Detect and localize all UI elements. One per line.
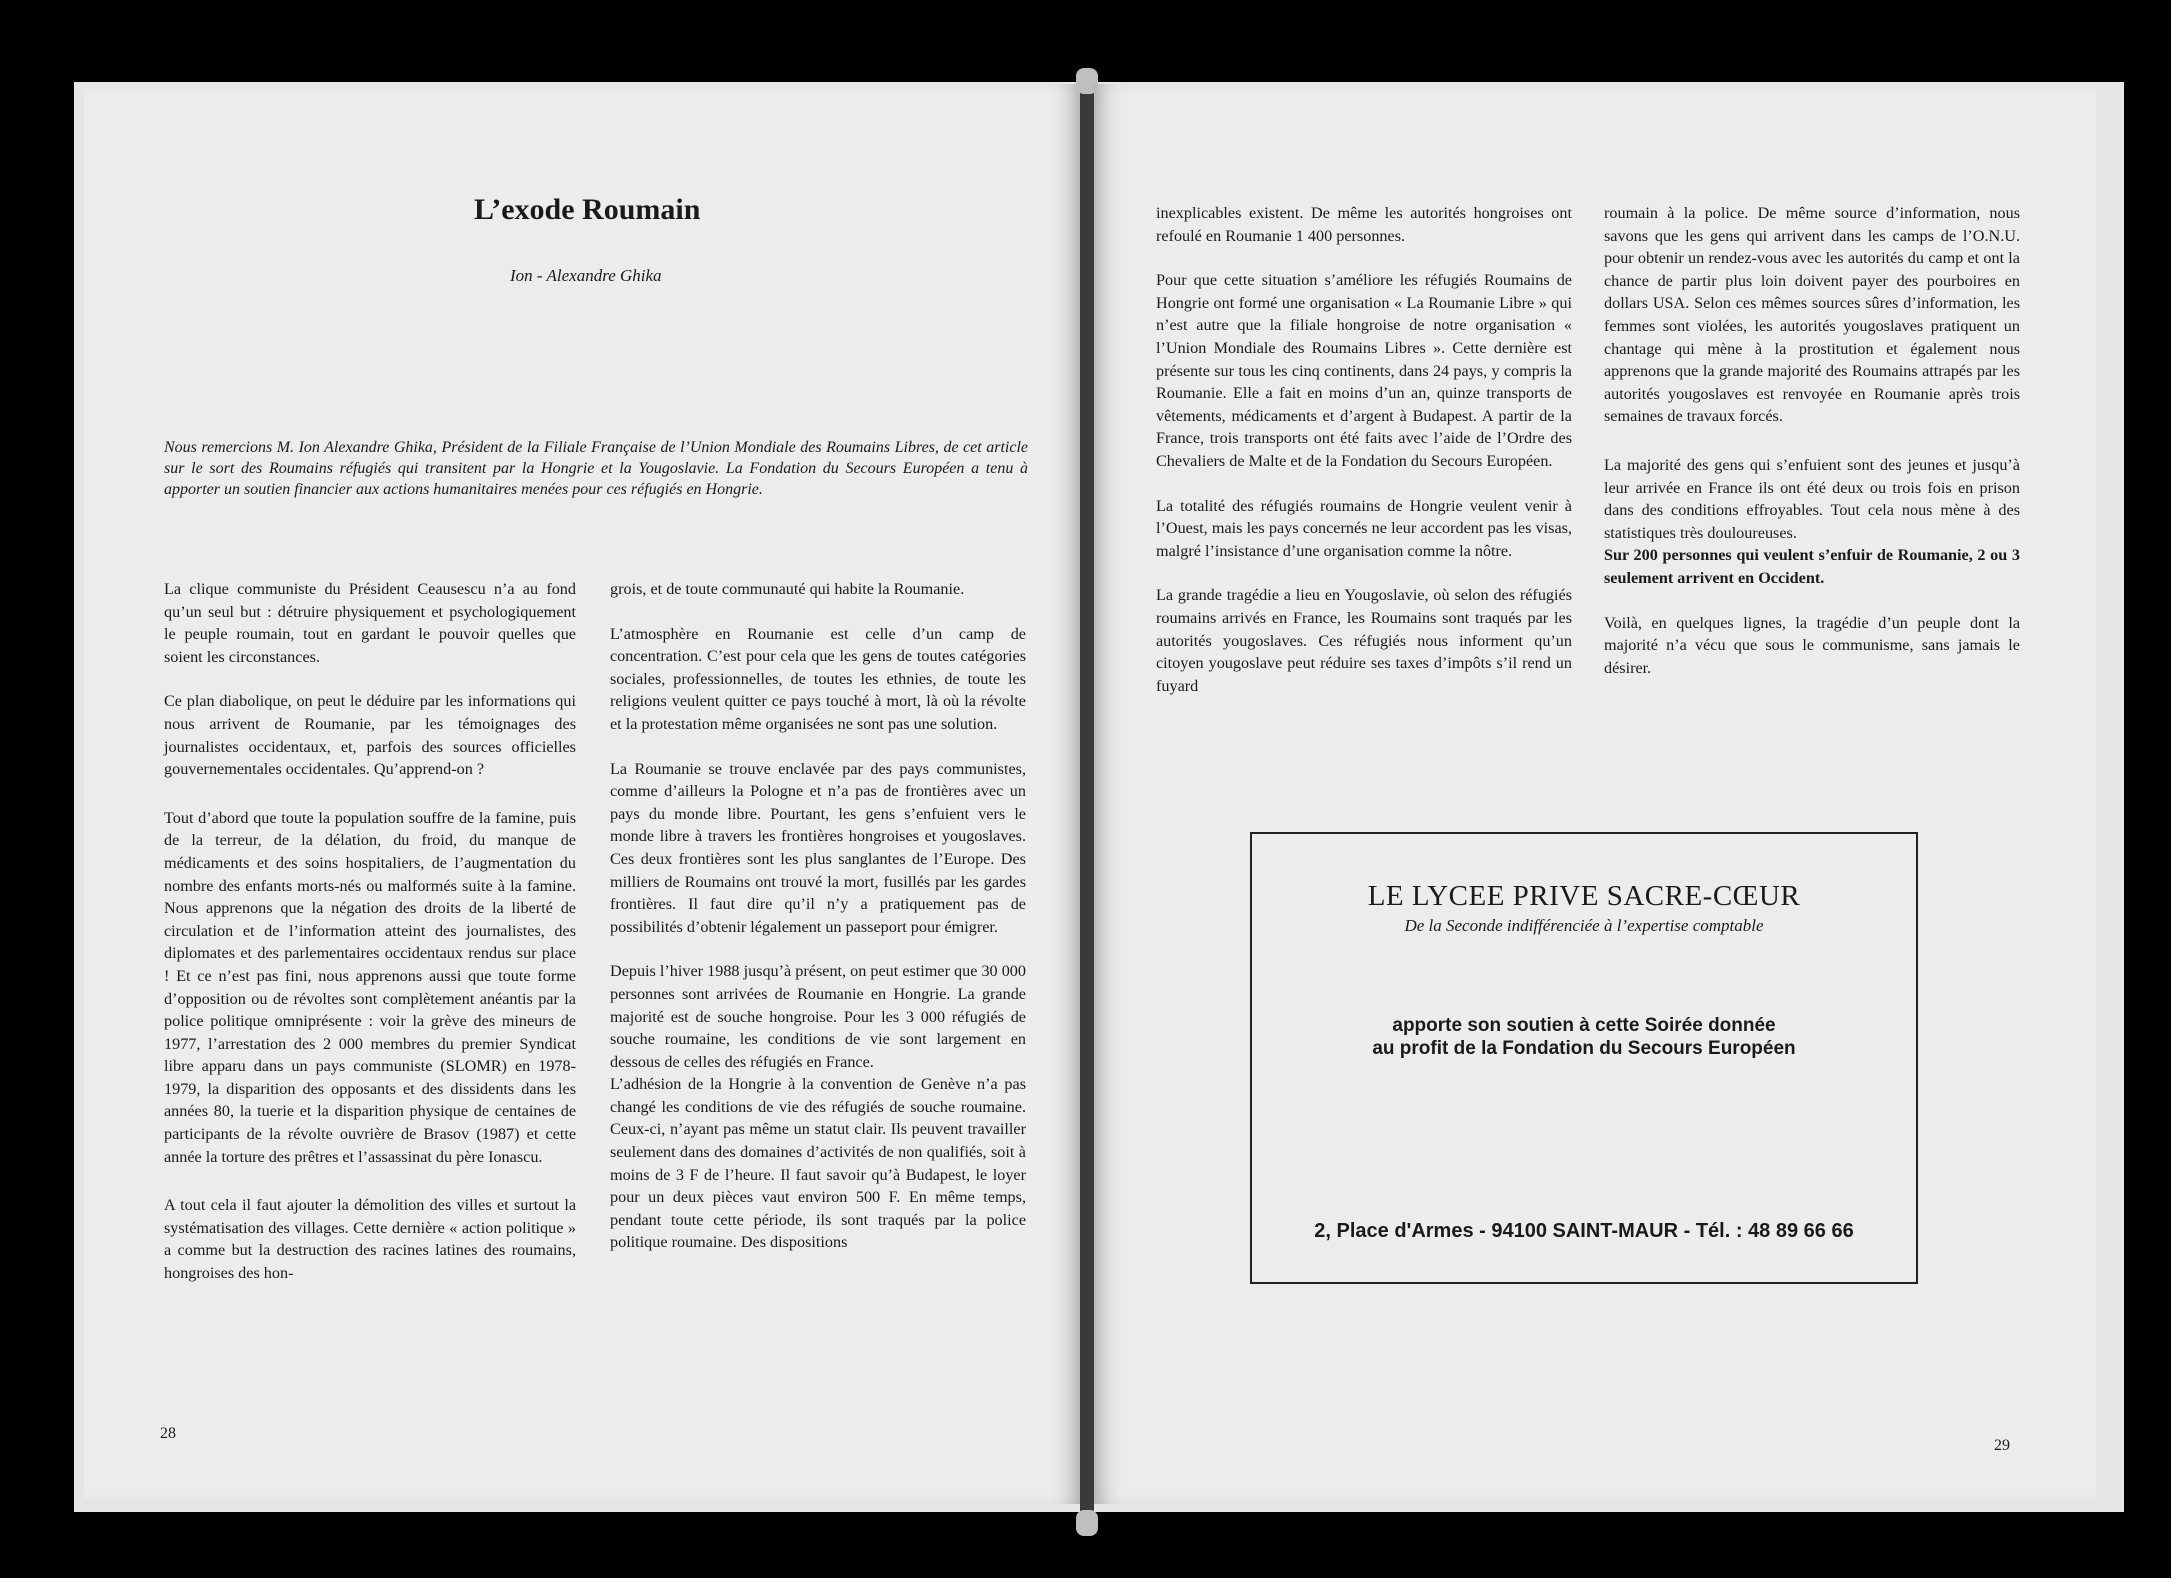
paragraph: La clique communiste du Président Ceausescu n’a au fond qu’un seul but : détruire physiquement et psychologiquement le peuple roumain, tout en gardant le pouvoir quelles que soient les circonstances. [164,580,576,666]
paragraph: A tout cela il faut ajouter la démolition des villes et surtout la systématisation des villages. Cette dernière « action politique » a comme but la destruction des racines latines des roumains, hongroises des hon- [164,1196,576,1283]
advertisement-box [1250,832,1918,1284]
paragraph: Ce plan diabolique, on peut le déduire par les informations qui nous arrivent de Roumanie, par les témoignages des journalistes occidentaux, et, parfois des sources officielles gouvernementales occidentales. Qu’apprend-on ? [164,692,576,779]
article-intro: Nous remercions M. Ion Alexandre Ghika, Président de la Filiale Française de l’Union Mondiale des Roumains Libres, de cet article sur le sort des Roumains réfugiés qui transitent par la Hongrie et la Yougoslavie. La Fondation du Secours Européen a tenu à apporter un soutien financier aux actions humanitaires menées pour ces réfugiés en Hongrie. [164,439,1028,498]
paragraph: L’adhésion de la Hongrie à la convention de Genève n’a pas changé les conditions de vie des réfugiés de souche roumaine. Ceux-ci, n’ayant pas même un statut clair. Ils peuvent travailler seulement dans des domaines d’activités de non qualifiés, soit à moins de 3 F de l’heure. Il faut savoir qu’à Budapest, le loyer pour un deux pièces vaut environ 500 F. En même temps, pendant toute cette période, ils sont traqués par la police politique roumaine. Des dispositions [610,1075,1026,1252]
paragraph: La Roumanie se trouve enclavée par des pays communistes, comme d’ailleurs la Pologne et n’a pas de frontières avec un pays du monde libre. Pourtant, les gens s’enfuient vers le monde libre à travers les frontières hongroises et yougoslaves. Ces deux frontières sont les plus sanglantes de l’Europe. Des milliers de Roumains ont trouvé la mort, fusillés par les gardes frontières. Il faut dire qu’il n’y a pratiquement pas de possibilités d’obtenir légalement un passeport pour émigrer. [610,759,1026,936]
paragraph: grois, et de toute communauté qui habite la Roumanie. [610,580,965,598]
ad-support-line: au profit de la Fondation du Secours Européen [1372,1038,1796,1059]
ad-support-text [1252,1014,1916,1060]
paragraph: roumain à la police. De même source d’information, nous savons que les gens qui arrivent dans les camps de l’O.N.U. pour obtenir un rendez-vous avec les autorités du camp et ont la chance de partir plus loin doivent payer des pourboires en dollars USA. Selon ces mêmes sources sûres d’information, les femmes sont violées, les autorités yougoslaves pratiquent un chantage qui mène à la prostitution et également nous apprenons que la grande majorité des Roumains attrapés par les autorités yougoslaves est renvoyée en Roumanie après trois semaines de travaux forcés. [1604,204,2020,426]
paragraph: Pour que cette situation s’améliore les réfugiés Roumains de Hongrie ont formé une organisation « La Roumanie Libre » qui n’est autre que la filiale hongroise de notre organisation « l’Union Mondiale des Roumains Libres ». Cette dernière est présente sur tous les cinq continents, dans 24 pays, y compris la Roumanie. Elle a fait en moins d’un an, quinze transports de vêtements, médicaments et d’argent à Budapest. A partir de la France, trois transports ont été faits avec l’aide de l’Ordre des Chevaliers de Malte et de la Fondation du Secours Européen. [1156,271,1572,470]
paragraph: Tout d’abord que toute la population souffre de la famine, puis de la terreur, de la délation, du froid, du manque de médicaments et des soins hospitaliers, de l’augmentation du nombre des enfants morts-nés ou malformés suite à la famine. Nous apprenons que la négation des droits de la liberté de circulation et de l’information atteint des journalistes, des diplomates et des parlementaires occidentaux rendus sur place ! Et ce n’est pas fini, nous apprenons aussi que toute forme d’opposition ou de révoltes sont complètement anéantis par la police politique omniprésente : voir la grève des mineurs de 1977, l’arrestation des 2 000 membres du premier Syndicat libre apparu dans un pays communiste (SLOMR) en 1978-1979, la disparition des opposants et des dissidents dans les années 80, la tuerie et la disparition physique de centaines de participants de la révolte ouvrière de Brasov (1987) et cette année la torture des prêtres et l’assassinat du père Ionascu. [164,808,576,1166]
page-number-left: 28 [160,1425,176,1442]
ad-address: 2, Place d'Armes - 94100 SAINT-MAUR - Tél. : 48 89 66 66 [1314,1220,1854,1242]
bold-statement: Sur 200 personnes qui veulent s’enfuir de Roumanie, 2 ou 3 seulement arrivent en Occident. [1604,546,2020,587]
paragraph: La majorité des gens qui s’enfuient sont des jeunes et jusqu’à leur arrivée en France ils ont été deux ou trois fois en prison dans des conditions effroyables. Tout cela nous mène à des statistiques très douloureuses. [1604,455,2020,542]
paragraph: La totalité des réfugiés roumains de Hongrie veulent venir à l’Ouest, mais les pays concernés ne leur accordent pas les visas, malgré l’insistance d’une organisation comme la nôtre. [1156,496,1572,560]
paragraph: La grande tragédie a lieu en Yougoslavie, où selon des réfugiés roumains arrivés en France, les Roumains sont traqués par les autorités yougoslaves. Ces réfugiés nous informent qu’un citoyen yougoslave peut réduire ses taxes d’impôts s’il rend un fuyard [1156,586,1572,695]
left-column-2 [610,578,1026,1276]
ad-support-line: apporte son soutien à cette Soirée donnée [1392,1015,1776,1036]
article-title: L’exode Roumain [474,193,701,226]
left-column-1 [164,578,576,1307]
right-column-1 [1156,202,1572,719]
article-author: Ion - Alexandre Ghika [510,266,662,285]
right-column-2 [1604,202,2020,701]
paragraph: inexplicables existent. De même les autorités hongroises ont refoulé en Roumanie 1 400 personnes. [1156,204,1572,245]
ad-school-name: LE LYCEE PRIVE SACRE-CŒUR [1367,880,1801,912]
paragraph: Voilà, en quelques lignes, la tragédie d’un peuple dont la majorité n’a vécu que sous le communisme, sans jamais le désirer. [1604,613,2020,677]
ad-subtitle: De la Seconde indifférenciée à l’expertise comptable [1404,916,1764,935]
paragraph: Depuis l’hiver 1988 jusqu’à présent, on peut estimer que 30 000 personnes sont arrivées de Roumanie en Hongrie. La grande majorité est de souche hongroise. Pour les 3 000 réfugiés de souche roumaine, les conditions de vie sont largement en dessous de celles des réfugiés en France. [610,962,1026,1071]
book-spine [1080,70,1094,1530]
page-number-right: 29 [1994,1437,2010,1454]
paragraph: L’atmosphère en Roumanie est celle d’un camp de concentration. C’est pour cela que les gens de toutes catégories sociales, professionnelles, de toutes les ethnies, de toute les religions veulent quitter ce pays touché à mort, là où la révolte et la protestation même organisées ne sont pas une solution. [610,624,1026,733]
